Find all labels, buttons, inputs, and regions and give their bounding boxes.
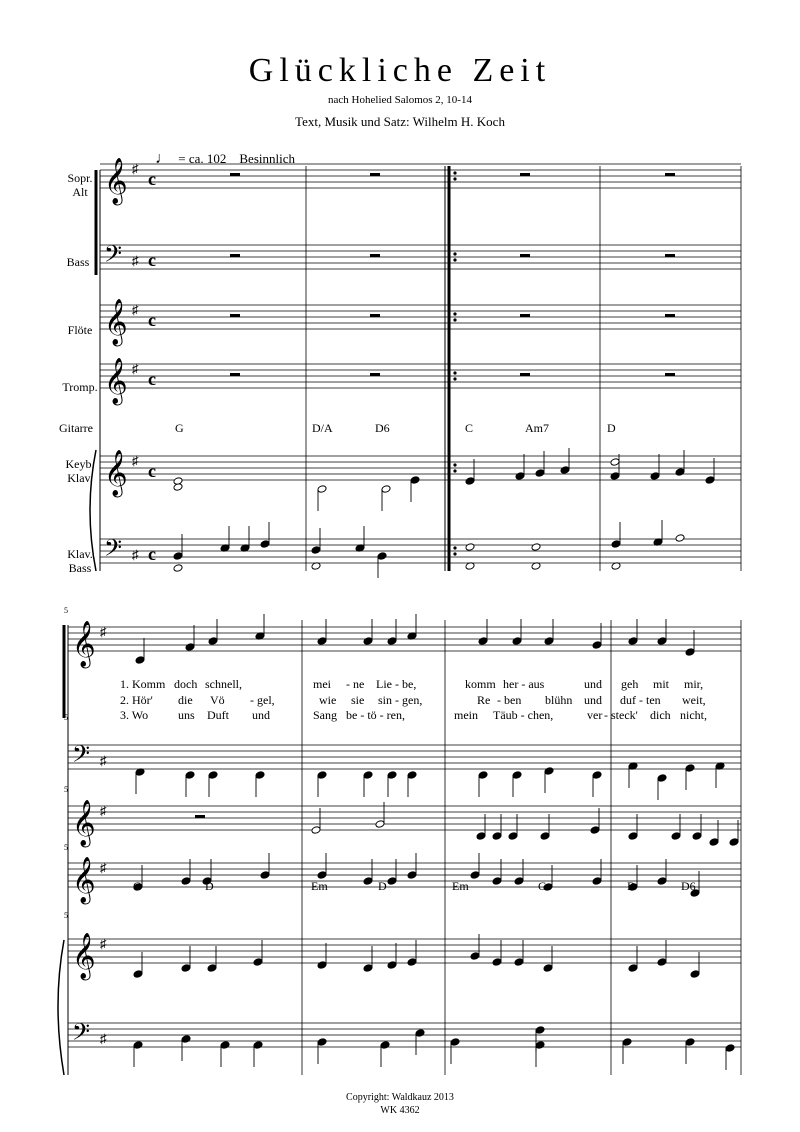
sharp-icon: ♯ xyxy=(100,1031,107,1046)
label-klavier-bass: Klav. xyxy=(67,547,93,561)
note-head-icon xyxy=(709,838,719,847)
chord: D6 xyxy=(375,421,390,435)
notation-glyphs xyxy=(72,158,739,1070)
note-head-icon xyxy=(535,1026,545,1035)
note-head-icon xyxy=(317,871,327,880)
note-head-icon xyxy=(363,771,373,780)
note-head-icon xyxy=(375,820,385,829)
lyric: - ne xyxy=(346,677,365,691)
lyric: ver xyxy=(587,708,603,722)
chord: D xyxy=(378,879,387,893)
note-head-icon xyxy=(508,832,518,841)
note-head-icon xyxy=(407,771,417,780)
note-head-icon xyxy=(185,771,195,780)
lyric: sin - gen, xyxy=(378,693,423,707)
note-head-icon xyxy=(592,771,602,780)
lyrics-verse-1 xyxy=(120,677,703,691)
sharp-icon: ♯ xyxy=(132,361,139,376)
common-time-icon: c xyxy=(148,250,156,270)
sharp-icon: ♯ xyxy=(132,453,139,468)
staff-voice xyxy=(68,627,741,651)
label-gitarre: Gitarre xyxy=(59,421,93,435)
treble-clef-icon: 𝄞 xyxy=(72,857,96,902)
note-head-icon xyxy=(592,641,602,650)
note-head-icon xyxy=(207,964,217,973)
staff-floete xyxy=(100,305,741,329)
note-head-icon xyxy=(407,871,417,880)
note-head-icon xyxy=(387,877,397,886)
note-head-icon xyxy=(544,767,554,776)
label-klavier: Klav. xyxy=(67,471,93,485)
note-head-icon xyxy=(657,958,667,967)
note-head-icon xyxy=(173,564,183,573)
note-head-icon xyxy=(535,1041,545,1050)
whole-rest-icon xyxy=(370,373,380,376)
measure-number: 5 xyxy=(64,606,68,615)
lyrics-verse-2 xyxy=(120,693,706,707)
note-head-icon xyxy=(690,970,700,979)
bass-clef-icon: 𝄢 xyxy=(72,1020,91,1051)
note-head-icon xyxy=(692,832,702,841)
note-head-icon xyxy=(478,637,488,646)
lyric: mei xyxy=(313,677,331,691)
sharp-icon: ♯ xyxy=(132,161,139,176)
lyric: uns xyxy=(178,708,195,722)
lyric: blühn xyxy=(545,693,573,707)
note-head-icon xyxy=(317,1038,327,1047)
treble-clef-icon: 𝄞 xyxy=(104,358,128,403)
note-head-icon xyxy=(729,838,739,847)
common-time-icon: c xyxy=(148,310,156,330)
note-head-icon xyxy=(540,832,550,841)
common-time-icon: c xyxy=(148,369,156,389)
note-head-icon xyxy=(387,771,397,780)
note-head-icon xyxy=(675,534,685,543)
whole-rest-icon xyxy=(665,254,675,257)
note-head-icon xyxy=(592,877,602,886)
note-head-icon xyxy=(317,637,327,646)
whole-rest-icon xyxy=(230,373,240,376)
whole-rest-icon xyxy=(520,314,530,317)
note-head-icon xyxy=(317,485,327,494)
repeat-dot-icon xyxy=(453,252,456,255)
lyric: - ben xyxy=(497,693,522,707)
staff-keyboard xyxy=(100,456,741,480)
note-head-icon xyxy=(450,1038,460,1047)
note-head-icon xyxy=(478,771,488,780)
sharp-icon: ♯ xyxy=(132,547,139,562)
note-head-icon xyxy=(133,1041,143,1050)
system-1 xyxy=(90,164,741,571)
whole-rest-icon xyxy=(195,815,205,818)
repeat-dot-icon xyxy=(453,318,456,321)
note-head-icon xyxy=(560,466,570,475)
note-head-icon xyxy=(311,546,321,555)
lyrics-verse-3 xyxy=(120,708,707,722)
lyric: wie xyxy=(319,693,337,707)
note-head-icon xyxy=(387,637,397,646)
measure-number: 5 xyxy=(64,911,68,920)
note-head-icon xyxy=(381,485,391,494)
lyric: geh xyxy=(621,677,639,691)
sharp-icon: ♯ xyxy=(100,753,107,768)
whole-rest-icon xyxy=(520,173,530,176)
common-time-icon: c xyxy=(148,169,156,189)
lyric: duf - ten xyxy=(620,693,661,707)
note-head-icon xyxy=(173,552,183,561)
chord: D6 xyxy=(681,879,696,893)
chord: C xyxy=(538,879,547,893)
chord: D xyxy=(627,879,636,893)
sharp-icon: ♯ xyxy=(132,302,139,317)
common-time-icon: c xyxy=(148,544,156,564)
note-head-icon xyxy=(380,1041,390,1050)
note-head-icon xyxy=(590,826,600,835)
label-bass: Bass xyxy=(66,255,90,269)
note-head-icon xyxy=(387,961,397,970)
staff-trompete xyxy=(100,364,741,388)
tempo-expression: Besinnlich xyxy=(239,151,295,166)
note-head-icon xyxy=(410,476,420,485)
note-head-icon xyxy=(492,832,502,841)
sharp-icon: ♯ xyxy=(100,803,107,818)
chord: D xyxy=(205,879,214,893)
lyric: Vö xyxy=(210,693,225,707)
credits: Text, Musik und Satz: Wilhelm H. Koch xyxy=(295,114,505,129)
lyric: - steck' xyxy=(604,708,638,722)
note-head-icon xyxy=(675,468,685,477)
repeat-dot-icon xyxy=(453,463,456,466)
lyric: Lie - be, xyxy=(376,677,417,691)
chord: G xyxy=(133,879,142,893)
note-head-icon xyxy=(208,637,218,646)
note-head-icon xyxy=(181,964,191,973)
chord: Am7 xyxy=(525,421,549,435)
chord: Em xyxy=(311,879,328,893)
lyric: doch xyxy=(174,677,198,691)
lyric: schnell, xyxy=(205,677,242,691)
note-head-icon xyxy=(470,871,480,880)
lyric: 2. Hör' xyxy=(120,693,153,707)
note-head-icon xyxy=(535,469,545,478)
note-head-icon xyxy=(543,964,553,973)
staff-keyboard-2 xyxy=(68,939,741,963)
label-floete: Flöte xyxy=(67,323,93,337)
lyric: mit xyxy=(653,677,670,691)
note-head-icon xyxy=(465,543,475,552)
lyric: mein xyxy=(454,708,478,722)
label-bass-2: Bass xyxy=(68,561,92,575)
whole-rest-icon xyxy=(230,254,240,257)
whole-rest-icon xyxy=(370,173,380,176)
note-head-icon xyxy=(185,643,195,652)
note-head-icon xyxy=(685,648,695,657)
note-head-icon xyxy=(363,964,373,973)
repeat-dot-icon xyxy=(453,177,456,180)
label-alto: Alt xyxy=(72,185,88,199)
staff-floete-2 xyxy=(68,806,741,830)
staff-trompete-2 xyxy=(68,863,741,887)
repeat-dot-icon xyxy=(453,552,456,555)
note-head-icon xyxy=(685,1038,695,1047)
bass-clef-icon: 𝄢 xyxy=(104,242,123,273)
chord: D/A xyxy=(312,421,333,435)
lyric: und xyxy=(584,693,602,707)
staff-klavier-bass xyxy=(100,539,741,563)
note-head-icon xyxy=(407,958,417,967)
measure-number: 5 xyxy=(64,843,68,852)
note-head-icon xyxy=(377,552,387,561)
note-head-icon xyxy=(725,1044,735,1053)
whole-rest-icon xyxy=(520,254,530,257)
whole-rest-icon xyxy=(230,173,240,176)
repeat-dot-icon xyxy=(453,258,456,261)
repeat-dot-icon xyxy=(453,312,456,315)
chord: D xyxy=(607,421,616,435)
whole-rest-icon xyxy=(665,373,675,376)
lyric: und xyxy=(584,677,602,691)
lyric: 1. Komm xyxy=(120,677,166,691)
note-head-icon xyxy=(544,637,554,646)
note-head-icon xyxy=(610,458,620,467)
note-head-icon xyxy=(610,472,620,481)
note-head-icon xyxy=(650,472,660,481)
note-head-icon xyxy=(657,877,667,886)
song-title: Glückliche Zeit xyxy=(248,52,552,89)
lyric: und xyxy=(252,708,270,722)
note-head-icon xyxy=(514,958,524,967)
lyric: 3. Wo xyxy=(120,708,149,722)
note-head-icon xyxy=(611,540,621,549)
staff-klavier-bass-2 xyxy=(68,1023,741,1047)
note-head-icon xyxy=(628,832,638,841)
note-head-icon xyxy=(531,543,541,552)
note-head-icon xyxy=(363,637,373,646)
note-head-icon xyxy=(363,877,373,886)
note-head-icon xyxy=(492,877,502,886)
staff-bass xyxy=(100,245,741,269)
note-head-icon xyxy=(685,764,695,773)
treble-clef-icon: 𝄞 xyxy=(72,800,96,845)
common-time-icon: c xyxy=(148,461,156,481)
staff-soprano-alt xyxy=(100,164,741,188)
whole-rest-icon xyxy=(665,314,675,317)
note-head-icon xyxy=(628,637,638,646)
note-head-icon xyxy=(515,472,525,481)
lyric: mir, xyxy=(684,677,704,691)
tempo-value: = ca. 102 xyxy=(178,151,227,166)
note-head-icon xyxy=(512,637,522,646)
note-head-icon xyxy=(253,958,263,967)
note-head-icon xyxy=(317,961,327,970)
repeat-dot-icon xyxy=(453,371,456,374)
note-head-icon xyxy=(657,774,667,783)
note-head-icon xyxy=(476,832,486,841)
note-head-icon xyxy=(181,1035,191,1044)
lyric: nicht, xyxy=(680,708,707,722)
lyric: be - tö - ren, xyxy=(346,708,405,722)
sharp-icon: ♯ xyxy=(132,253,139,268)
label-trompete: Tromp. xyxy=(62,380,98,394)
sharp-icon: ♯ xyxy=(100,624,107,639)
note-head-icon xyxy=(628,964,638,973)
measure-number: 5 xyxy=(64,713,68,722)
treble-clef-icon: 𝄞 xyxy=(104,450,128,495)
lyric: Täub - chen, xyxy=(493,708,554,722)
quarter-note-icon: ♩ xyxy=(155,150,171,167)
note-head-icon xyxy=(657,637,667,646)
copyright: Copyright: Waldkauz 2013 xyxy=(346,1092,454,1103)
bass-clef-icon: 𝄢 xyxy=(104,536,123,567)
whole-rest-icon xyxy=(370,314,380,317)
note-head-icon xyxy=(705,476,715,485)
whole-rest-icon xyxy=(520,373,530,376)
treble-clef-icon: 𝄞 xyxy=(72,621,96,666)
repeat-dot-icon xyxy=(453,546,456,549)
repeat-dot-icon xyxy=(453,469,456,472)
note-head-icon xyxy=(492,958,502,967)
chord: G xyxy=(175,421,184,435)
song-subtitle: nach Hohelied Salomos 2, 10-14 xyxy=(328,94,472,106)
chord: Em xyxy=(452,879,469,893)
note-head-icon xyxy=(135,656,145,665)
treble-clef-icon: 𝄞 xyxy=(72,933,96,978)
note-head-icon xyxy=(255,771,265,780)
note-head-icon xyxy=(260,540,270,549)
whole-rest-icon xyxy=(665,173,675,176)
note-head-icon xyxy=(415,1029,425,1038)
lyric: weit, xyxy=(682,693,706,707)
measure-number: 5 xyxy=(64,785,68,794)
note-head-icon xyxy=(512,771,522,780)
note-head-icon xyxy=(208,771,218,780)
lyric: die xyxy=(178,693,193,707)
footer xyxy=(0,1091,800,1117)
note-head-icon xyxy=(181,877,191,886)
note-head-icon xyxy=(253,1041,263,1050)
whole-rest-icon xyxy=(370,254,380,257)
note-head-icon xyxy=(465,477,475,486)
note-head-icon xyxy=(220,1041,230,1050)
note-head-icon xyxy=(671,832,681,841)
label-keyboard: Keyb. xyxy=(65,457,95,471)
repeat-dot-icon xyxy=(453,377,456,380)
note-head-icon xyxy=(622,1038,632,1047)
lyric: sie xyxy=(351,693,365,707)
staff-bass-voice xyxy=(68,745,741,769)
note-head-icon xyxy=(311,826,321,835)
note-head-icon xyxy=(133,970,143,979)
whole-rest-icon xyxy=(230,314,240,317)
lyric: Re xyxy=(477,693,491,707)
treble-clef-icon: 𝄞 xyxy=(104,158,128,203)
sharp-icon: ♯ xyxy=(100,860,107,875)
label-soprano: Sopr. xyxy=(67,171,93,185)
chord: C xyxy=(465,421,474,435)
lyric: - gel, xyxy=(250,693,275,707)
lyric: Duft xyxy=(207,708,229,722)
note-head-icon xyxy=(514,877,524,886)
lyric: komm xyxy=(465,677,496,691)
note-head-icon xyxy=(470,952,480,961)
lyric: Sang xyxy=(313,708,337,722)
note-head-icon xyxy=(260,871,270,880)
sharp-icon: ♯ xyxy=(100,936,107,951)
catalog-number: WK 4362 xyxy=(380,1105,420,1116)
lyric: her - aus xyxy=(503,677,545,691)
treble-clef-icon: 𝄞 xyxy=(104,299,128,344)
bass-clef-icon: 𝄢 xyxy=(72,742,91,773)
lyric: dich xyxy=(650,708,671,722)
repeat-dot-icon xyxy=(453,171,456,174)
note-head-icon xyxy=(317,771,327,780)
